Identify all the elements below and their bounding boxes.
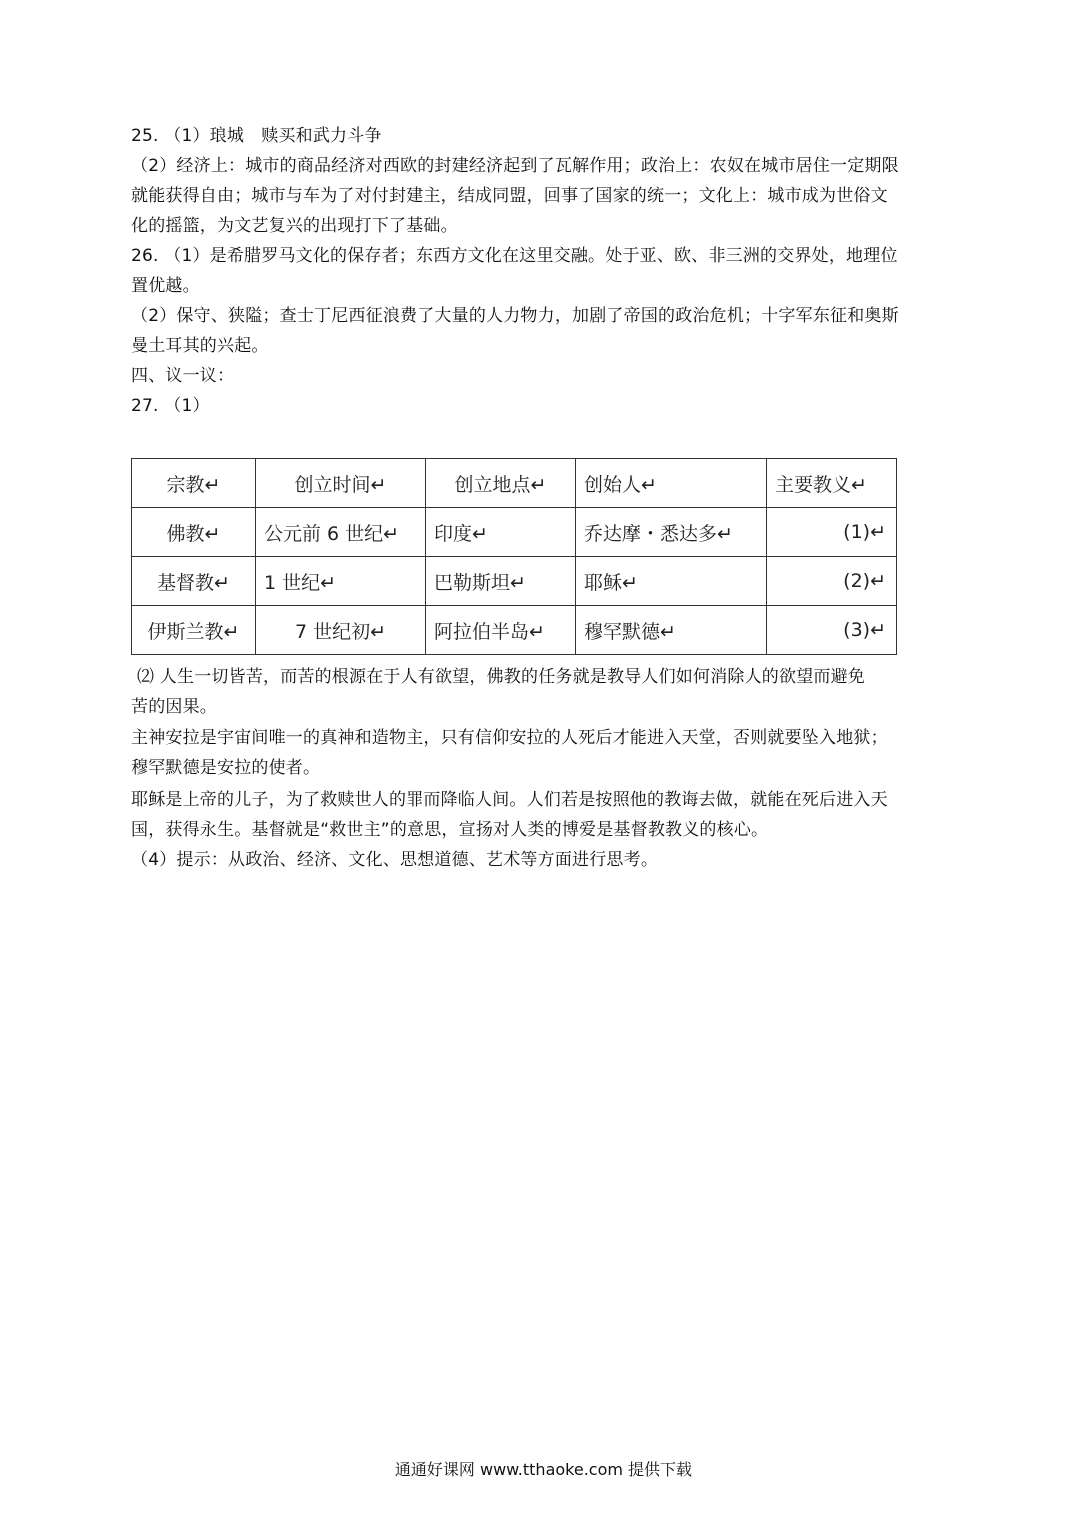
table-row [132, 557, 897, 606]
answer-26-2-line1: （2）保守、狭隘；查士丁尼西征浪费了大量的人力物力，加剧了帝国的政治危机；十字军东征和奥斯 [131, 306, 899, 326]
islam-doctrine-line2: 穆罕默德是安拉的使者。 [131, 758, 321, 778]
answer-27-2-line2: 苦的因果。 [131, 697, 217, 717]
answer-26-2-line2: 曼土耳其的兴起。 [131, 336, 269, 356]
answer-26-1-line1: 26. （1）是希腊罗马文化的保存者；东西方文化在这里交融。处于亚、欧、非三洲的交界处，地理位 [131, 246, 898, 266]
answer-27-2-line1: ⑵ 人生一切皆苦，而苦的根源在于人有欲望，佛教的任务就是教导人们如何消除人的欲望而避免 [137, 667, 866, 687]
table-cell: 印度↵ [426, 508, 576, 557]
table-cell: (2)↵ [767, 557, 897, 606]
header-cell: 主要教义↵ [767, 459, 897, 508]
table-cell: 乔达摩・悉达多↵ [576, 508, 767, 557]
table-cell: 7 世纪初↵ [256, 606, 426, 655]
answer-25-2-line3: 化的摇篮，为文艺复兴的出现打下了基础。 [131, 216, 458, 236]
header-cell: 宗教↵ [132, 459, 256, 508]
header-cell: 创立地点↵ [426, 459, 576, 508]
religion-table [131, 458, 897, 655]
table-cell: 巴勒斯坦↵ [426, 557, 576, 606]
table-cell: (1)↵ [767, 508, 897, 557]
table-cell: (3)↵ [767, 606, 897, 655]
christian-doctrine-line1: 耶稣是上帝的儿子，为了救赎世人的罪而降临人间。人们若是按照他的教诲去做，就能在死后进入天 [131, 790, 888, 810]
table-cell: 阿拉伯半岛↵ [426, 606, 576, 655]
section-heading: 四、议一议： [131, 366, 235, 386]
table-cell: 佛教↵ [132, 508, 256, 557]
christian-doctrine-line2: 国，获得永生。基督就是“救世主”的意思，宣扬对人类的博爱是基督教教义的核心。 [131, 820, 769, 840]
table-cell: 公元前 6 世纪↵ [256, 508, 426, 557]
table-cell: 基督教↵ [132, 557, 256, 606]
table-row [132, 508, 897, 557]
answer-27-1: 27. （1） [131, 396, 210, 416]
islam-doctrine-line1: 主神安拉是宇宙间唯一的真神和造物主，只有信仰安拉的人死后才能进入天堂，否则就要坠入地狱； [131, 728, 888, 748]
page-footer: 通通好课网 www.tthaoke.com 提供下载 [394, 1460, 693, 1479]
table-row [132, 606, 897, 655]
table-cell: 1 世纪↵ [256, 557, 426, 606]
table-cell: 穆罕默德↵ [576, 606, 767, 655]
header-cell: 创始人↵ [576, 459, 767, 508]
answer-26-1-line2: 置优越。 [131, 276, 200, 296]
header-cell: 创立时间↵ [256, 459, 426, 508]
table-cell: 伊斯兰教↵ [132, 606, 256, 655]
table-header-row [132, 459, 897, 508]
answer-25-1: 25. （1）琅城 赎买和武力斗争 [131, 126, 382, 146]
table-cell: 耶稣↵ [576, 557, 767, 606]
answer-25-2-line2: 就能获得自由；城市与车为了对付封建主，结成同盟，回事了国家的统一；文化上：城市成为世俗文 [131, 186, 888, 206]
answer-25-2-line1: （2）经济上：城市的商品经济对西欧的封建经济起到了瓦解作用；政治上：农奴在城市居住一定期限 [131, 156, 899, 176]
answer-27-4: （4）提示：从政治、经济、文化、思想道德、艺术等方面进行思考。 [131, 850, 659, 870]
